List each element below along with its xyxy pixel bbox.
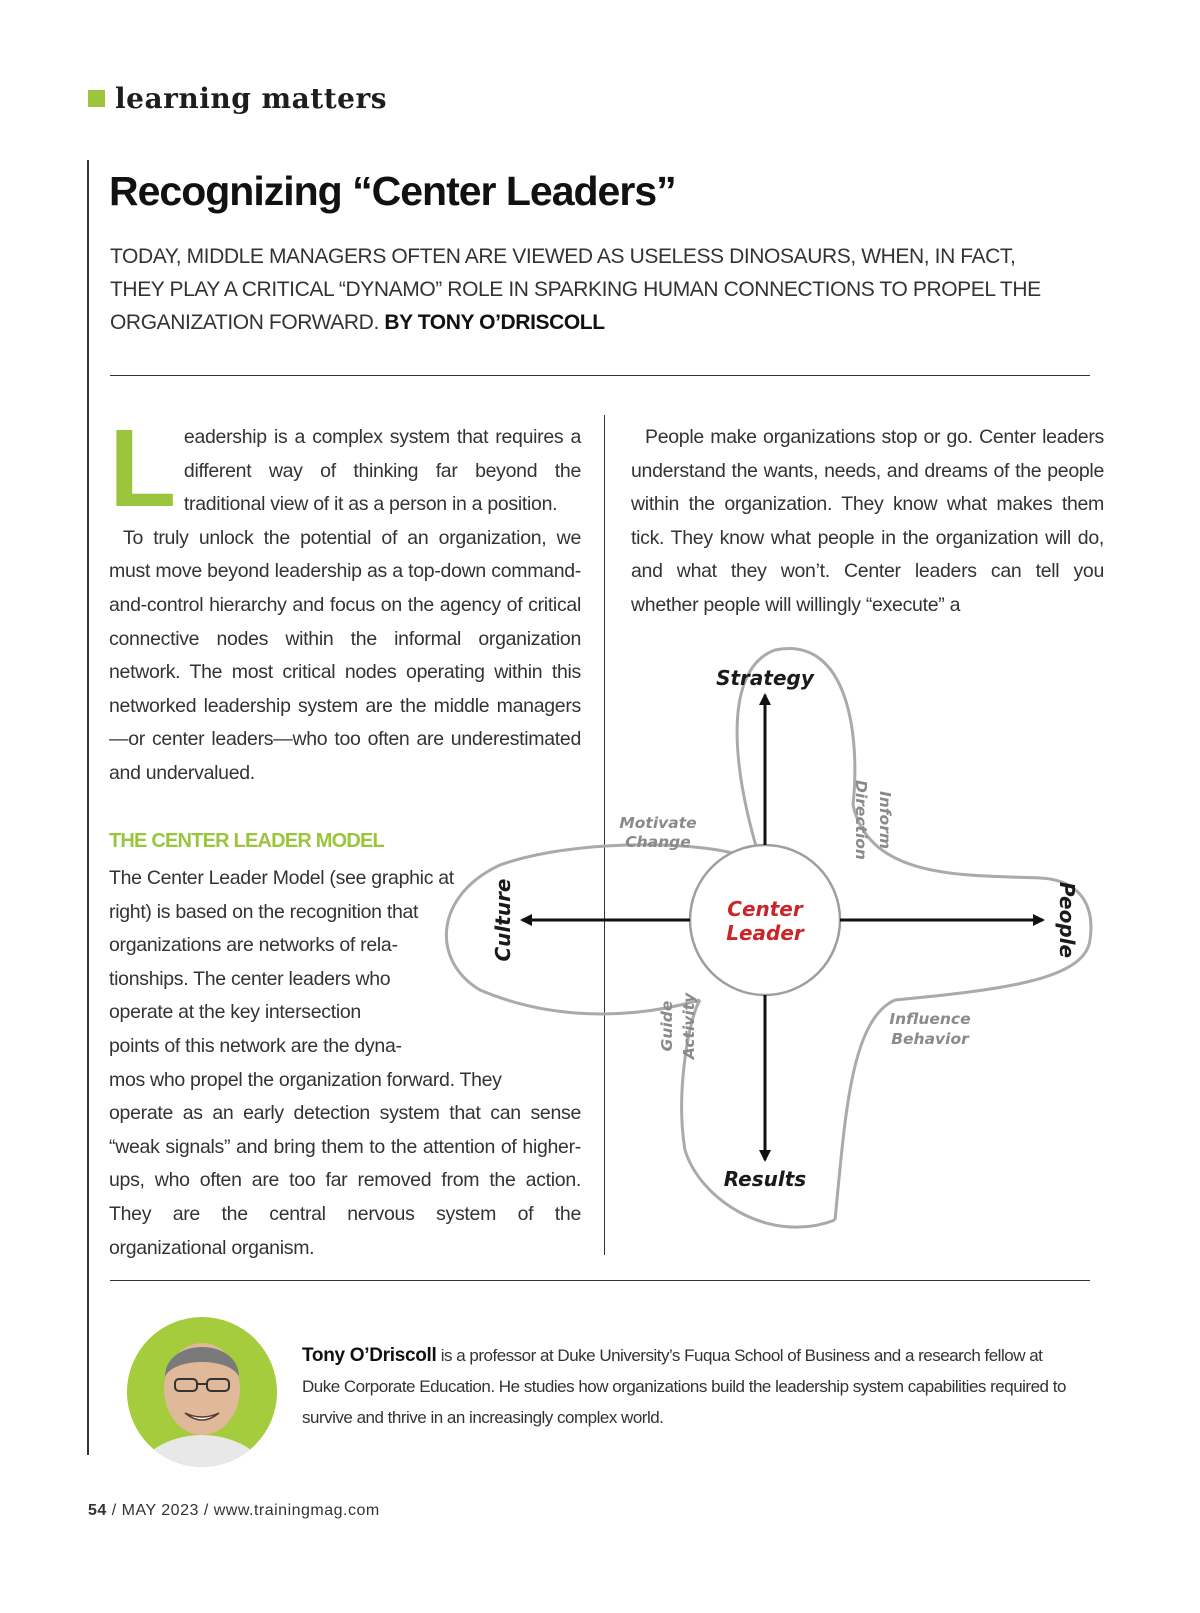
text-line: The Center Leader Model (see graphic at	[109, 867, 454, 889]
section-marker-square	[88, 90, 105, 107]
petal-bottom-left	[682, 1000, 835, 1227]
byline: BY TONY O’DRISCOLL	[384, 311, 605, 334]
paragraph-right: People make organizations stop or go. Center leaders understand the wants, needs, and dreams of the people within the organization. They know what makes them tick. They know what people in the organization will do, and what they won’t. Center leaders can tell you whether people will willingly “execute” a	[631, 426, 1104, 616]
label-culture: Culture	[491, 878, 515, 962]
paragraph-3-rest: operate as an early detection system that can sense “weak signals” and bring them to the attention of higher-ups, who often are too far removed from the action. They are the central nervous system of the organizational organism.	[109, 1102, 581, 1259]
footer-divider	[110, 1280, 1090, 1281]
label-change: Change	[625, 833, 691, 851]
text-line: mos who propel the organization forward. They	[109, 1068, 502, 1091]
author-bio-text: is a professor at Duke University’s Fuqua School of Business and a research fellow at Duke Corporate Education. He studies how organizations build the leadership system capabilities required to survive and thrive in an increasingly complex world.	[302, 1346, 1066, 1427]
deck-text: TODAY, MIDDLE MANAGERS OFTEN ARE VIEWED AS USELESS DINOSAURS, WHEN, IN FACT, THEY PLAY A CRITICAL “DYNAMO” ROLE IN SPARKING HUMAN CONNECTIONS TO PROPEL THE ORGANIZATION FORWARD.	[110, 245, 1041, 334]
text-line: tionships. The center leaders who	[109, 967, 391, 990]
author-name: Tony O’Driscoll	[302, 1345, 437, 1366]
section-subhead: THE CENTER LEADER MODEL	[109, 830, 384, 852]
article-title: Recognizing “Center Leaders”	[109, 168, 676, 214]
center-label-line2: Leader	[726, 921, 804, 945]
drop-cap: L	[109, 407, 176, 530]
label-results: Results	[723, 1167, 807, 1191]
author-photo	[127, 1317, 277, 1467]
text-line: points of this network are the dyna-	[109, 1034, 402, 1057]
center-label-line1: Center	[727, 897, 803, 921]
label-influence: Influence	[889, 1010, 971, 1028]
paragraph-2: To truly unlock the potential of an organization, we must move beyond leadership as a top-down command-and-control hierarchy and focus on the agency of critical connective nodes within the informal organization network. The most critical nodes operating within this networked leadership system are the middle managers—or center leaders—who too often are underestimated and undervalued.	[109, 526, 581, 784]
text-line: right) is based on the recognition that	[109, 900, 419, 923]
author-bio	[302, 1340, 1072, 1433]
label-behavior: Behavior	[891, 1030, 969, 1048]
petal-right-bottom	[835, 940, 1090, 1220]
author-portrait	[127, 1317, 277, 1467]
section-tag	[88, 82, 387, 115]
page-number: 54	[88, 1502, 107, 1519]
label-motivate: Motivate	[619, 814, 697, 832]
diagram-svg	[440, 640, 1140, 1260]
center-leader-diagram	[440, 640, 1140, 1260]
label-guide: Guide	[658, 1000, 676, 1052]
label-direction: Direction	[852, 780, 870, 860]
left-vertical-rule	[87, 160, 89, 1455]
label-inform: Inform	[876, 791, 894, 849]
paragraph-1-text: eadership is a complex system that requires a different way of thinking far beyond the traditional view of it as a person in a position.	[183, 426, 581, 516]
label-activity: Activity	[680, 992, 698, 1060]
label-strategy: Strategy	[716, 666, 814, 690]
label-people: People	[1055, 881, 1079, 959]
text-line: organizations are networks of rela-	[109, 934, 398, 957]
issue-info: / MAY 2023 / www.trainingmag.com	[111, 1502, 380, 1519]
article-deck	[110, 240, 1070, 339]
page-footer	[88, 1502, 380, 1520]
header-divider	[110, 375, 1090, 376]
text-line: operate at the key intersection	[109, 1001, 361, 1024]
section-label: learning matters	[115, 82, 387, 115]
paragraph-1	[109, 407, 581, 530]
column-right	[631, 421, 1104, 623]
